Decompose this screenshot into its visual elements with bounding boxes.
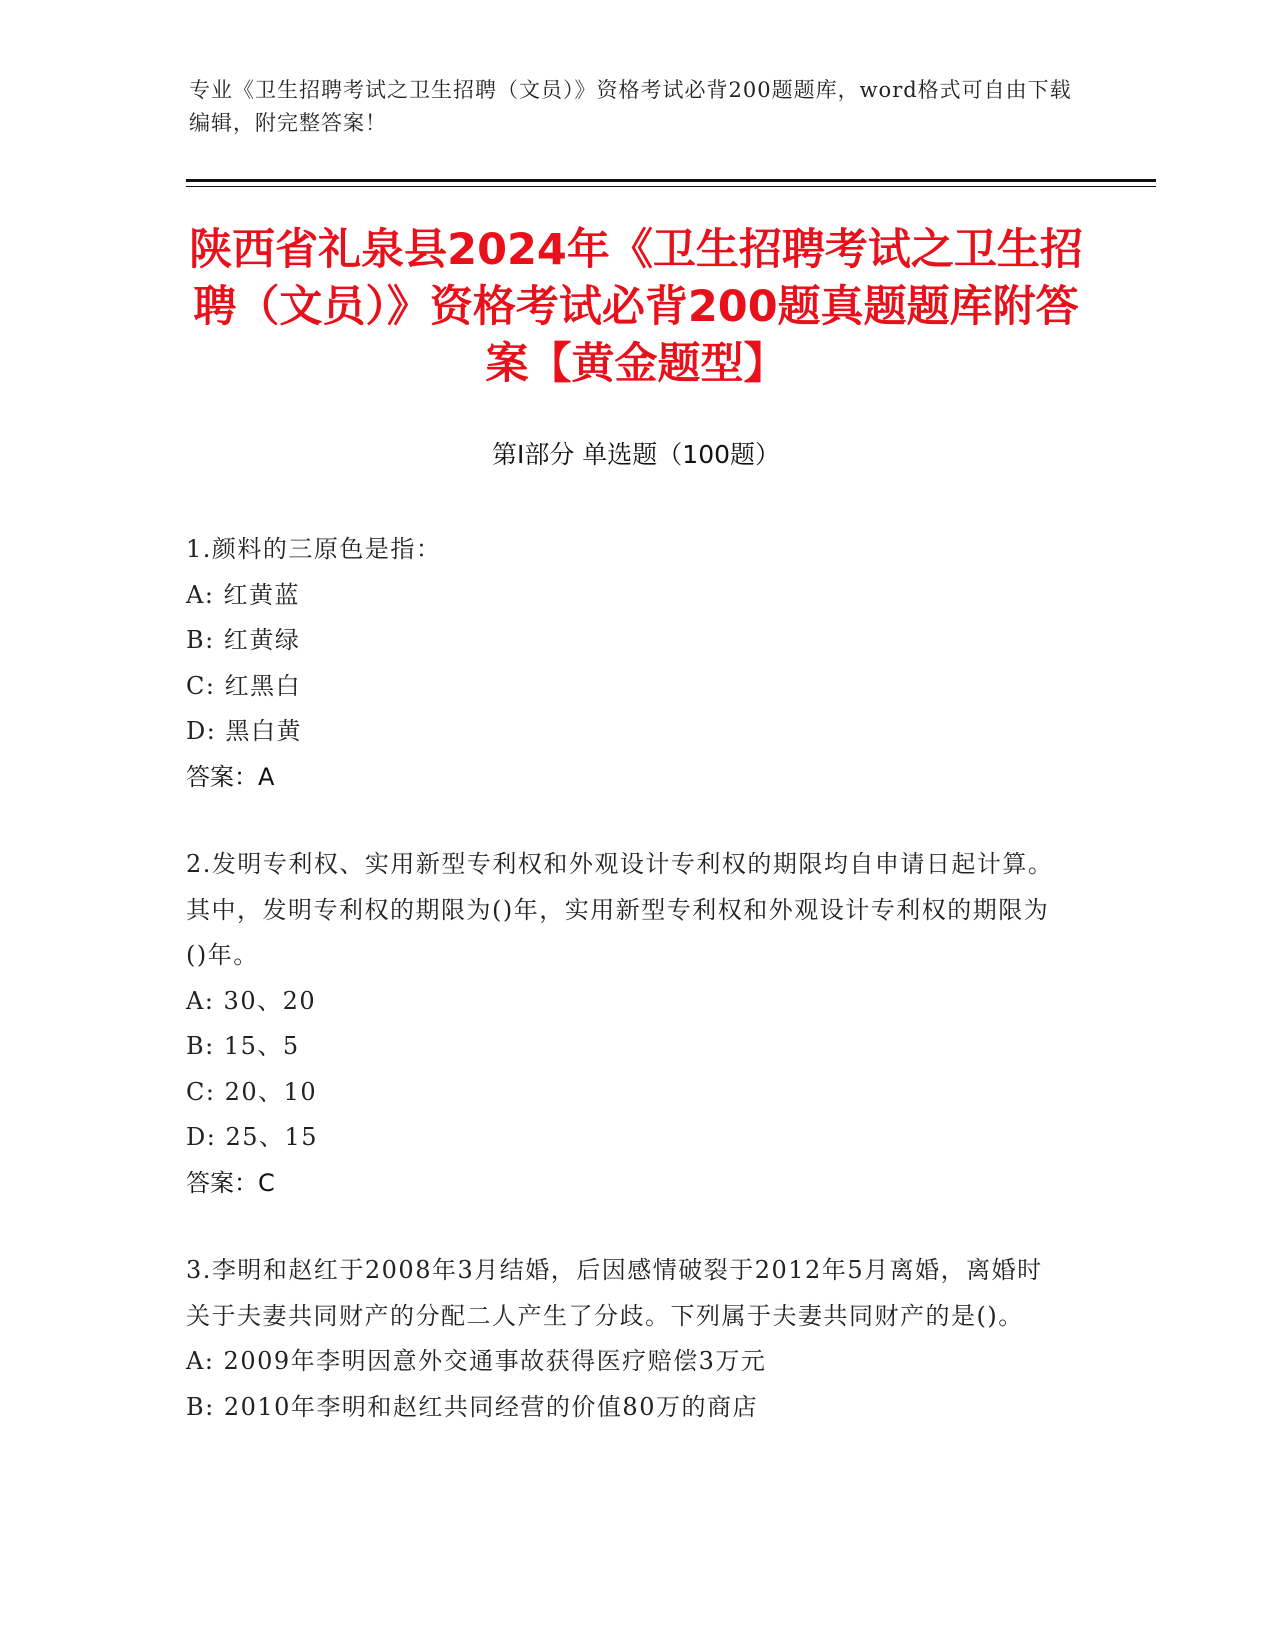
document-title: 陕西省礼泉县2024年《卫生招聘考试之卫生招聘（文员）》资格考试必背200题真题题库附答案【黄金题型】 bbox=[189, 225, 1083, 389]
option-a: A: 2009年李明因意外交通事故获得医疗赔偿3万元 bbox=[186, 1347, 767, 1375]
option-b: B: 15、5 bbox=[186, 1032, 300, 1060]
question-item bbox=[186, 527, 1066, 800]
section-title: 第I部分 单选题（100题） bbox=[491, 440, 781, 469]
option-a: A: 红黄蓝 bbox=[186, 580, 301, 609]
header-divider-thin bbox=[186, 186, 1156, 187]
question-answer: 答案：C bbox=[186, 1168, 275, 1197]
question-answer: 答案：A bbox=[186, 762, 275, 791]
option-a: A: 30、20 bbox=[186, 986, 317, 1015]
option-b: B: 2010年李明和赵红共同经营的价值80万的商店 bbox=[186, 1392, 758, 1421]
question-list bbox=[186, 527, 1066, 1472]
option-c: C: 红黑白 bbox=[186, 671, 302, 700]
option-c: C: 20、10 bbox=[186, 1077, 318, 1106]
option-d: D: 25、15 bbox=[186, 1123, 319, 1151]
question-item bbox=[186, 842, 1066, 1206]
header-note: 专业《卫生招聘考试之卫生招聘（文员）》资格考试必背200题题库，word格式可自由下载编辑，附完整答案！ bbox=[189, 78, 1072, 135]
question-stem: 1.颜料的三原色是指： bbox=[186, 535, 442, 563]
option-b: B: 红黄绿 bbox=[186, 626, 301, 654]
option-d: D: 黑白黄 bbox=[186, 717, 302, 745]
question-stem: 2.发明专利权、实用新型专利权和外观设计专利权的期限均自申请日起计算。其中，发明专利权的期限为()年，实用新型专利权和外观设计专利权的期限为()年。 bbox=[186, 850, 1054, 969]
question-stem: 3.李明和赵红于2008年3月结婚，后因感情破裂于2012年5月离婚，离婚时关于夫妻共同财产的分配二人产生了分歧。下列属于夫妻共同财产的是()。 bbox=[186, 1256, 1043, 1330]
header-divider-thick bbox=[186, 179, 1156, 182]
question-item bbox=[186, 1248, 1066, 1430]
